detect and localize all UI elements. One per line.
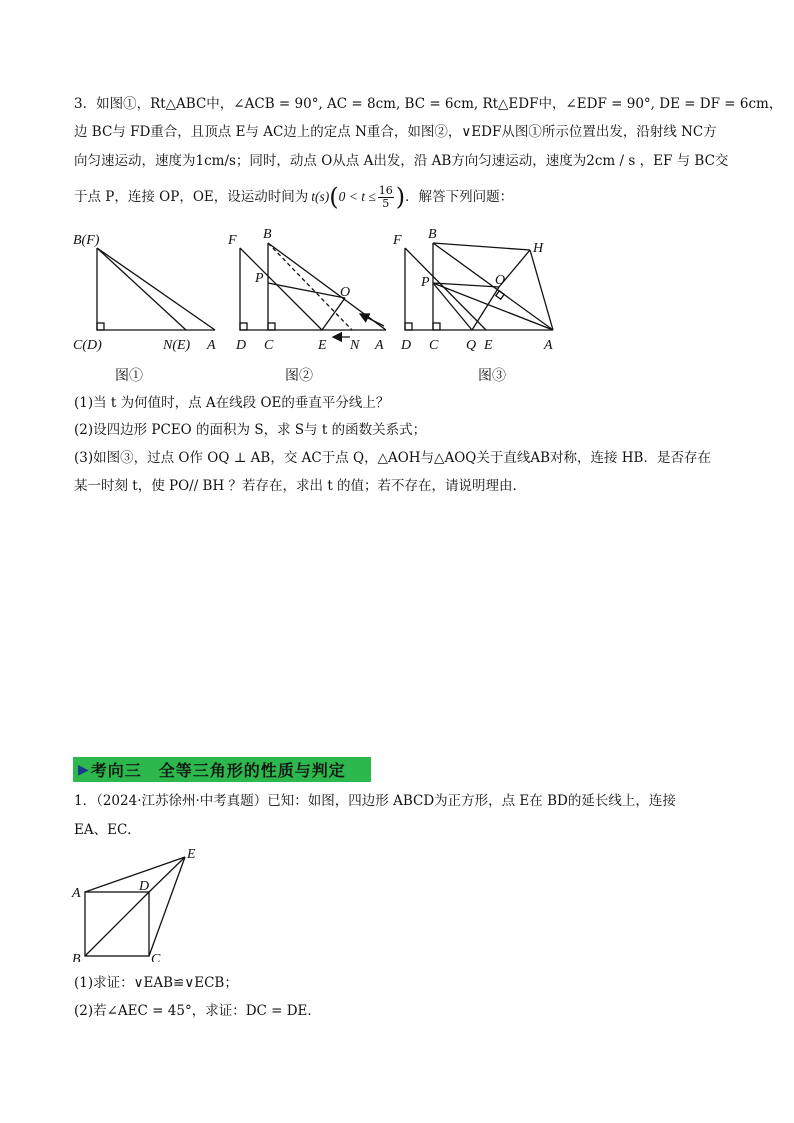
problem1-line1: 1．（2024·江苏徐州·中考真题）已知：如图，四边形 ABCD为正方形，点 E在 BD的延长线上，连接 bbox=[74, 793, 676, 809]
problem1-q1: (1)求证：∨EAB≌∨ECB； bbox=[74, 975, 238, 991]
section-header bbox=[73, 757, 371, 782]
problem3-q2: (2)设四边形 PCEO 的面积为 S，求 S与 t 的函数关系式； bbox=[74, 422, 427, 438]
problem3-line2: 边 BC与 FD重合，且顶点 E与 AC边上的定点 N重合，如图②，∨EDF从图①所示位置出发，沿射线 NC方 bbox=[74, 124, 717, 140]
fig2-label-o: O bbox=[340, 285, 351, 300]
p1-label-b: B bbox=[72, 952, 81, 962]
problem3-line4-text: 于点 P，连接 OP，OE，设运动时间为 bbox=[74, 189, 309, 205]
p1-label-e: E bbox=[187, 847, 196, 862]
fig2-label-e: E bbox=[318, 338, 327, 353]
fig2-label-p: P bbox=[255, 271, 264, 286]
fig3-label-d: D bbox=[401, 338, 412, 353]
fig2-label-n: N bbox=[350, 338, 360, 353]
problem3-line4: 于点 P，连接 OP，OE，设运动时间为 t(s) ( 0 < t ≤ $\frac{16}{5}$ ) ．解答下列问题： bbox=[74, 183, 514, 211]
time-variable: t(s) bbox=[311, 189, 330, 204]
problem3-line3: 向匀速运动，速度为1cm/s；同时，动点 O从点 A出发，沿 AB方向匀速运动，速度为2cm / s ，EF 与 BC交 bbox=[74, 153, 729, 169]
fig3-label-c: C bbox=[429, 338, 439, 353]
fig3-label-h: H bbox=[533, 241, 544, 256]
problem3-q3: (3)如图③，过点 O作 OQ ⊥ AB，交 AC于点 Q，△AOH与△AOQ关于直线AB对称，连接 HB．是否存在 bbox=[74, 450, 711, 466]
fig1-label-a: A bbox=[207, 338, 216, 353]
problem3-q3-continued: 某一时刻 t，使 PO// BH ？若存在，求出 t 的值；若不存在，请说明理由． bbox=[74, 478, 527, 494]
p1-label-a: A bbox=[72, 886, 81, 901]
figure-2 bbox=[240, 243, 386, 337]
time-inequality: 0 < t ≤ bbox=[338, 189, 376, 204]
fig3-label-f: F bbox=[393, 233, 402, 248]
fig3-label-p: P bbox=[421, 275, 430, 290]
fig2-label-d: D bbox=[236, 338, 247, 353]
problem1-q2: (2)若∠AEC = 45°，求证：DC = DE． bbox=[74, 1003, 321, 1019]
play-triangle-icon: ▶ bbox=[78, 761, 89, 778]
p1-label-c: C bbox=[151, 952, 161, 962]
fig3-caption: 图③ bbox=[478, 368, 506, 384]
fig3-label-q: Q bbox=[466, 338, 477, 353]
problem1-figure bbox=[0, 842, 794, 962]
fig1-label-n: N(E) bbox=[163, 338, 191, 353]
fig2-label-a: A bbox=[375, 338, 384, 353]
fig2-caption: 图② bbox=[285, 368, 313, 384]
fig3-label-a: A bbox=[544, 338, 553, 353]
fig1-label-b: B(F) bbox=[73, 233, 100, 248]
p1-label-d: D bbox=[139, 879, 150, 894]
fig1-caption: 图① bbox=[115, 368, 143, 384]
figure-1 bbox=[97, 248, 215, 330]
fig3-label-b: B bbox=[428, 227, 437, 242]
fig2-label-b: B bbox=[263, 227, 272, 242]
fig1-label-c: C(D) bbox=[73, 338, 102, 353]
problem3-line4-end: ．解答下列问题： bbox=[405, 189, 514, 205]
fig3-label-o: O bbox=[495, 273, 506, 288]
fig2-label-c: C bbox=[264, 338, 274, 353]
problem1-line2: EA、EC． bbox=[74, 822, 141, 838]
problem3-q1: (1)当 t 为何值时，点 A在线段 OE的垂直平分线上？ bbox=[74, 395, 390, 411]
fraction-16-5: $\frac{16}{5}$ bbox=[378, 183, 393, 210]
problem3-line1: 3．如图①，Rt△ABC中，∠ACB = 90°, AC = 8cm, BC = 6cm, Rt△EDF中，∠EDF = 90°, DE = DF = 6cm， bbox=[74, 96, 783, 112]
section-title: 考向三 全等三角形的性质与判定 bbox=[90, 761, 346, 780]
fig3-label-e: E bbox=[484, 338, 493, 353]
fig2-label-f: F bbox=[228, 233, 237, 248]
